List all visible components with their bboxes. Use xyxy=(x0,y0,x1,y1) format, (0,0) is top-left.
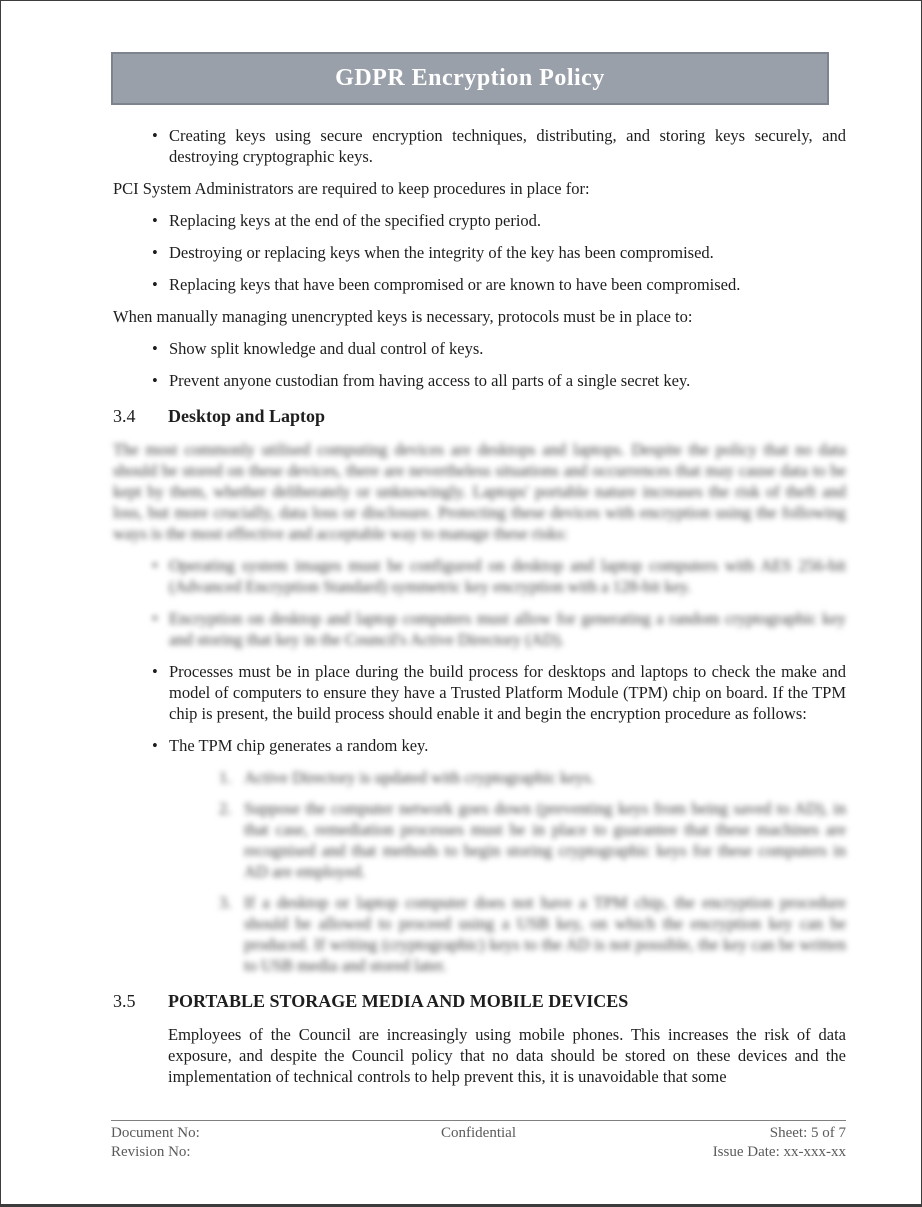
section-title: PORTABLE STORAGE MEDIA AND MOBILE DEVICES xyxy=(168,991,629,1011)
document-body xyxy=(113,125,846,1098)
bullet-icon: • xyxy=(152,211,158,230)
bullet-icon: • xyxy=(152,556,158,575)
numbered-item xyxy=(219,892,846,976)
numbered-text: Suppose the computer network goes down (preventing keys from being saved to AD), in that case, remediation processes must be in place to guarantee that these machines are recognised and that methods to begin storing cryptographic keys for these computers in AD are employed. xyxy=(244,799,846,881)
bullet-icon: • xyxy=(152,243,158,262)
pci-lead-paragraph: PCI System Administrators are required to keep procedures in place for: xyxy=(113,179,590,198)
bullet-icon: • xyxy=(152,609,158,628)
list-item xyxy=(113,555,846,597)
blurred-numbered-list xyxy=(219,767,846,976)
numbered-item xyxy=(219,767,846,788)
number-label: 1. xyxy=(219,768,232,787)
section-number: 3.4 xyxy=(113,406,136,426)
bullet-text: Show split knowledge and dual control of keys. xyxy=(169,339,484,358)
bullet-text: The TPM chip generates a random key. xyxy=(169,736,429,755)
mobile-devices-paragraph: Employees of the Council are increasingly using mobile phones. This increases the risk of data exposure, and despite the Council policy that no data should be stored on these devices and the implementation of technical controls to help prevent this, it is unavoidable that some xyxy=(168,1025,846,1086)
number-label: 3. xyxy=(219,893,232,912)
footer-grid xyxy=(111,1124,846,1161)
section-heading-3-4 xyxy=(113,406,846,427)
bullet-text: Prevent anyone custodian from having access to all parts of a single secret key. xyxy=(169,371,691,390)
numbered-text: Active Directory is updated with cryptographic keys. xyxy=(244,768,595,787)
tpm-bullet-list xyxy=(113,661,846,756)
list-item xyxy=(113,210,846,231)
section-heading-3-5 xyxy=(113,991,846,1012)
footer-confidential: Confidential xyxy=(441,1125,516,1141)
bullet-text: Encryption on desktop and laptop computers must allow for generating a random cryptographic key and storing that key in the Council's Active Directory (AD). xyxy=(169,609,846,649)
bullet-text: Replacing keys at the end of the specified crypto period. xyxy=(169,211,542,230)
list-item xyxy=(113,661,846,724)
bullet-icon: • xyxy=(152,662,158,681)
list-item xyxy=(113,608,846,650)
bullet-text: Replacing keys that have been compromised or are known to have been compromised. xyxy=(169,275,741,294)
number-label: 2. xyxy=(219,799,232,818)
page-title: GDPR Encryption Policy xyxy=(335,65,605,91)
list-item xyxy=(113,370,846,391)
manual-lead-paragraph: When manually managing unencrypted keys is necessary, protocols must be in place to: xyxy=(113,307,693,326)
list-item xyxy=(113,338,846,359)
bullet-icon: • xyxy=(152,339,158,358)
blurred-bullet-list xyxy=(113,555,846,650)
bullet-icon: • xyxy=(152,736,158,755)
bullet-icon: • xyxy=(152,275,158,294)
intro-bullet-list xyxy=(113,125,846,167)
pci-bullet-list xyxy=(113,210,846,295)
section-number: 3.5 xyxy=(113,991,136,1011)
title-banner xyxy=(111,52,829,105)
bullet-text: Destroying or replacing keys when the integrity of the key has been compromised. xyxy=(169,243,714,262)
bullet-text: Creating keys using secure encryption techniques, distributing, and storing keys securely, and destroying cryptographic keys. xyxy=(169,126,846,166)
list-item xyxy=(113,274,846,295)
section-title: Desktop and Laptop xyxy=(168,406,326,426)
footer-sheet: Sheet: 5 of 7 xyxy=(769,1125,846,1141)
page-footer xyxy=(111,1120,846,1161)
list-item xyxy=(113,735,846,756)
bullet-icon: • xyxy=(152,126,158,145)
bullet-icon: • xyxy=(152,371,158,390)
footer-document-no: Document No: xyxy=(111,1125,200,1141)
footer-spacer xyxy=(441,1143,516,1161)
numbered-item xyxy=(219,798,846,882)
bullet-text: Processes must be in place during the build process for desktops and laptops to check the make and model of computers to ensure they have a Trusted Platform Module (TPM) chip on board. If the TPM chip is present, the build process should enable it and begin the encryption procedure as follows: xyxy=(169,662,846,723)
list-item xyxy=(113,242,846,263)
blurred-paragraph: The most commonly utilised computing devices are desktops and laptops. Despite the policy that no data should be stored on these devices, there are nevertheless situations and occurrences that may cause data to be kept by them, whether deliberately or unknowingly. Laptops' portable nature increases the risk of theft and loss, but more crucially, data loss or disclosure. Protecting these devices with encryption using the following ways is the most effective and acceptable way to manage these risks: xyxy=(113,440,846,543)
footer-revision-no: Revision No: xyxy=(111,1144,191,1160)
list-item xyxy=(113,125,846,167)
bullet-text: Operating system images must be configured on desktop and laptop computers with AES 256-bit (Advanced Encryption Standard) symmetric key encryption with a 128-bit key. xyxy=(169,556,846,596)
footer-issue-date: Issue Date: xx-xxx-xx xyxy=(712,1144,846,1160)
manual-bullet-list xyxy=(113,338,846,391)
numbered-text: If a desktop or laptop computer does not have a TPM chip, the encryption procedure should be allowed to proceed using a USB key, on which the encryption key can be produced. If writing (cryptographic) keys to the AD is not possible, the key can be written to USB media and stored later. xyxy=(244,893,846,975)
